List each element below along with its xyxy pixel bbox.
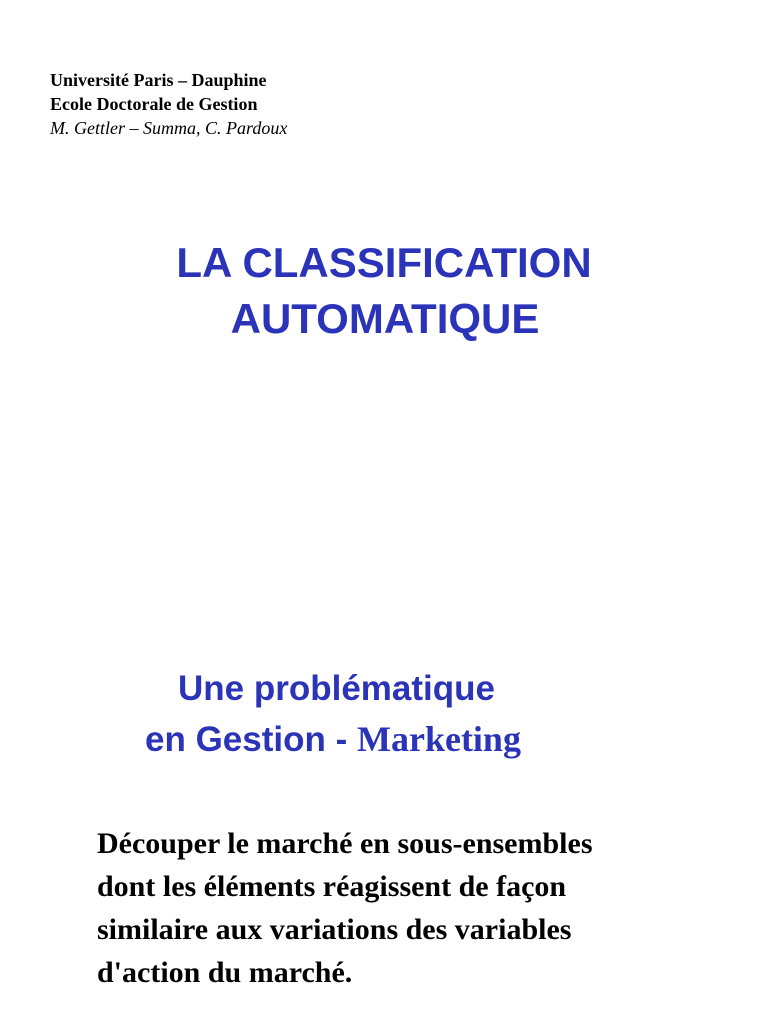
body-paragraph	[97, 822, 717, 994]
institution-name: Université Paris – Dauphine	[50, 70, 267, 90]
subtitle-line-1: Une problématique	[178, 669, 495, 708]
subtitle-marketing: Marketing	[356, 719, 521, 759]
document-title	[0, 235, 768, 347]
subtitle-line-2	[145, 714, 521, 765]
subtitle-gestion: en Gestion	[145, 720, 326, 759]
body-line: similaire aux variations des variables	[97, 913, 572, 946]
document-header	[50, 68, 287, 140]
title-line-1: LA CLASSIFICATION	[176, 239, 592, 286]
authors: M. Gettler – Summa, C. Pardoux	[50, 118, 288, 138]
body-line: Découper le marché en sous-ensembles	[97, 827, 593, 860]
school-name: Ecole Doctorale de Gestion	[50, 94, 258, 114]
body-line: dont les éléments réagissent de façon	[97, 870, 567, 903]
subtitle-separator: -	[325, 720, 357, 759]
title-line-2: AUTOMATIQUE	[230, 295, 540, 342]
body-line: d'action du marché.	[97, 956, 353, 989]
